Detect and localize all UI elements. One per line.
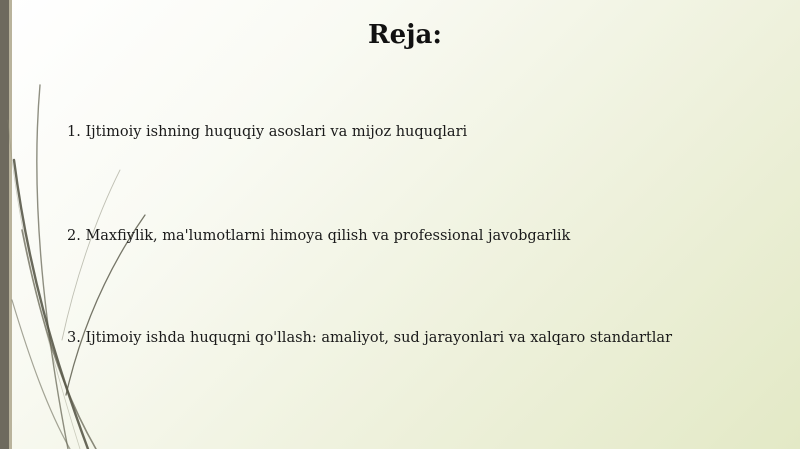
plan-item-1: 1. Ijtimoiy ishning huquqiy asoslari va mijoz huquqlari xyxy=(67,124,468,140)
slide-title: Reja: xyxy=(367,20,442,50)
plan-item-3: 3. Ijtimoiy ishda huquqni qo'llash: amaliyot, sud jarayonlari va xalqaro standartlar xyxy=(67,330,672,346)
plan-item-2: 2. Maxfiylik, ma'lumotlarni himoya qilish va professional javobgarlik xyxy=(67,228,571,244)
